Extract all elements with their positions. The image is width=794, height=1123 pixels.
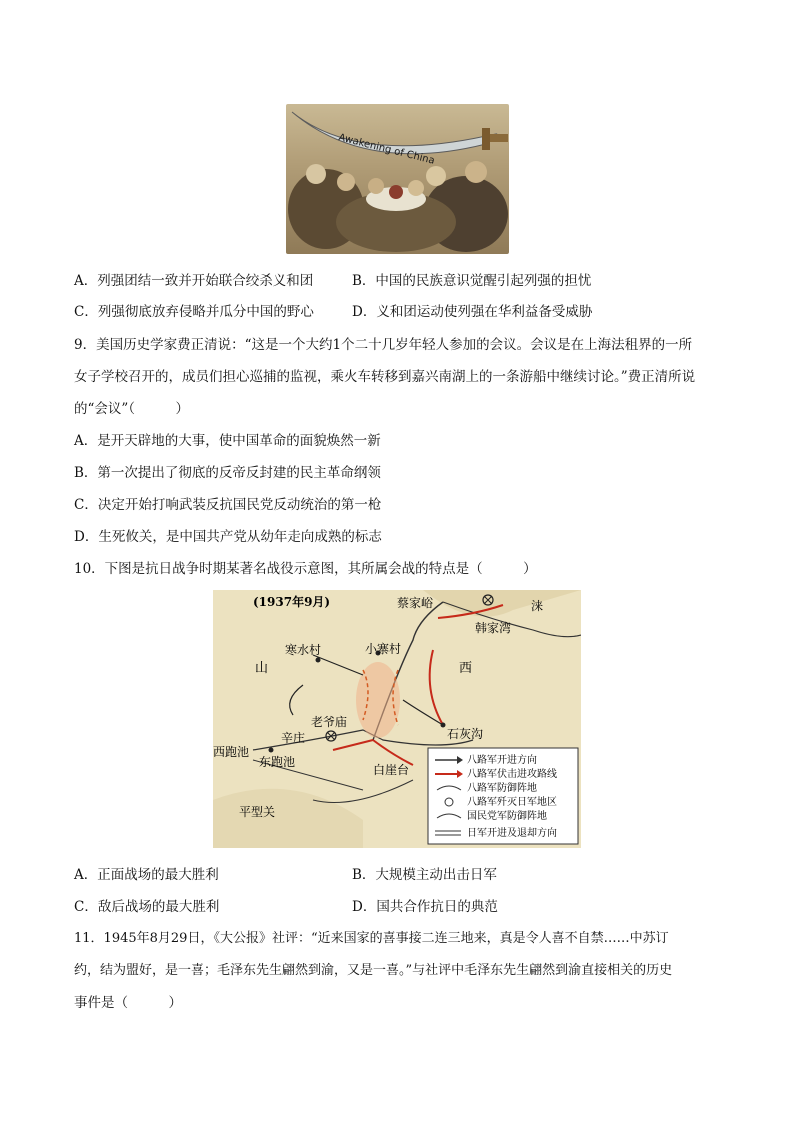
legend-item-4: 八路军歼灭日军地区 [467,797,557,808]
q11-stem-line-2: 约，结为盟好，是一喜；毛泽东先生翩然到渝，又是一喜。”与社评中毛泽东先生翩然到渝直接相关的历史 [74,963,673,978]
q9-stem-line-1: 9．美国历史学家费正清说：“这是一个大约1个二十几岁年轻人参加的会议。会议是在上海法租界的一所 [74,337,693,353]
place-dongpaochi: 东跑池 [259,755,296,769]
legend-item-1: 八路军开进方向 [467,755,537,766]
legend-item-5: 国民党军防御阵地 [467,811,547,822]
battle-map [213,590,581,848]
q11-stem-line-3: 事件是（ ） [74,995,182,1011]
q9-option-d: D．生死攸关，是中国共产党从幼年走向成熟的标志 [74,529,382,545]
place-yan: 涞 [531,599,544,613]
place-xiaozhaicun: 小寨村 [365,642,402,656]
q10-option-b: B．大规模主动出击日军 [352,867,497,883]
q9-stem-line-2: 女子学校召开的，成员们担心巡捕的监视，乘火车转移到嘉兴南湖上的一条游船中继续讨论。”费正清所说 [74,369,696,385]
place-baiyatai: 白崖台 [373,763,410,777]
legend-item-3: 八路军防御阵地 [467,783,537,794]
place-caijiayu: 蔡家峪 [397,596,434,610]
cartoon-caption: Awakening of China [337,132,436,167]
place-hanjiawan: 韩家湾 [475,621,512,635]
place-shan: 山 [255,661,269,676]
q9-stem-line-3: 的“会议”（ ） [74,401,190,417]
place-pingxingguan: 平型关 [239,805,276,819]
q11-stem-line-1: 11．1945年8月29日，《大公报》社评：“近来国家的喜事接二连三地来，真是令人喜不自禁……中苏订 [74,931,669,946]
place-hanshuicun: 寒水村 [285,643,322,657]
q8-option-a: A．列强团结一致并开始联合绞杀义和团 [74,273,314,289]
q10-option-a: A．正面战场的最大胜利 [74,867,219,883]
legend-item-2: 八路军伏击进攻路线 [467,769,557,780]
q8-option-d: D．义和团运动使列强在华利益备受威胁 [352,304,593,320]
q8-option-c: C．列强彻底放弃侵略并瓜分中国的野心 [74,304,314,320]
q9-option-c: C．决定开始打响武装反抗国民党反动统治的第一枪 [74,497,382,513]
political-cartoon-image [286,104,509,254]
q9-option-b: B．第一次提出了彻底的反帝反封建的民主革命纲领 [74,465,381,481]
q10-option-c: C．敌后战场的最大胜利 [74,899,220,915]
q8-option-b: B．中国的民族意识觉醒引起列强的担忧 [352,273,592,289]
place-shihuigou: 石灰沟 [447,727,484,741]
place-xipaochi: 西跑池 [213,745,250,759]
legend-item-6: 日军开进及退却方向 [467,828,557,839]
place-xi: 西 [459,661,473,676]
place-laoyemiao: 老爷庙 [311,715,348,729]
q10-stem: 10．下图是抗日战争时期某著名战役示意图，其所属会战的特点是（ ） [74,561,537,577]
q10-option-d: D．国共合作抗日的典范 [352,899,498,915]
place-xinzhuang: 辛庄 [281,731,306,745]
map-date-label: (1937年9月) [253,595,331,609]
q9-option-a: A．是开天辟地的大事，使中国革命的面貌焕然一新 [74,433,381,449]
